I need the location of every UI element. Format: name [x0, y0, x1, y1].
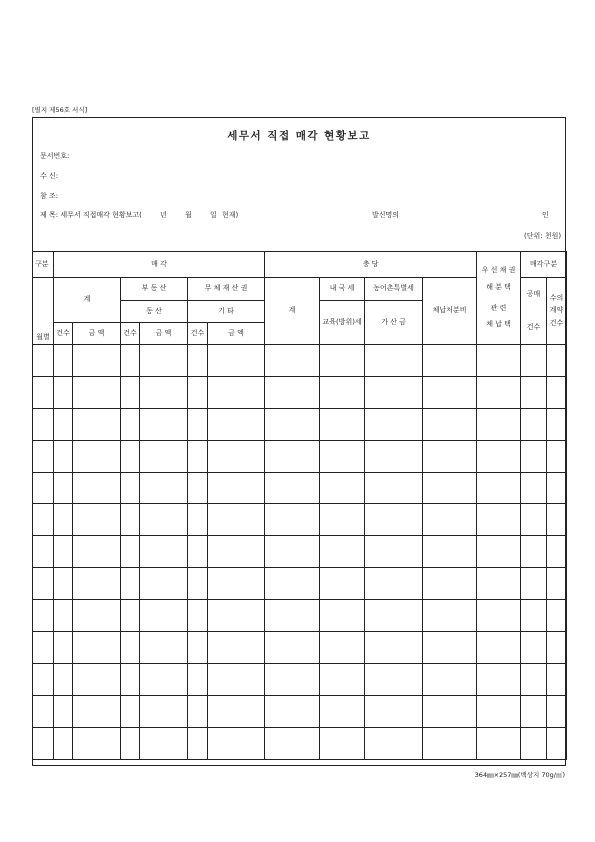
table-cell[interactable] — [265, 632, 320, 664]
table-cell[interactable] — [140, 727, 188, 759]
table-cell[interactable] — [121, 536, 140, 568]
table-cell[interactable] — [320, 345, 365, 377]
table-cell[interactable] — [54, 695, 73, 727]
doc-number-label: 문서번호: — [40, 152, 70, 160]
table-cell[interactable] — [365, 600, 423, 632]
table-cell[interactable] — [54, 440, 73, 472]
header-count: 건수 — [188, 323, 208, 345]
table-cell[interactable] — [547, 376, 567, 408]
table-cell[interactable] — [140, 504, 188, 536]
table-cell[interactable] — [265, 663, 320, 695]
subject-month: 월 — [185, 211, 192, 219]
table-cell[interactable] — [73, 408, 121, 440]
table-cell[interactable] — [521, 345, 547, 377]
table-cell[interactable] — [320, 440, 365, 472]
table-cell[interactable] — [365, 376, 423, 408]
table-cell[interactable] — [477, 632, 521, 664]
header-count: 건수 — [121, 323, 140, 345]
header-disposition-fee: 체납처분비 — [423, 278, 477, 345]
table-cell[interactable] — [54, 632, 73, 664]
header-national-tax: 내 국 세 — [320, 278, 365, 301]
table-cell[interactable] — [54, 472, 73, 504]
table-cell[interactable] — [73, 568, 121, 600]
table-cell[interactable] — [477, 663, 521, 695]
table-cell[interactable] — [521, 504, 547, 536]
table-cell[interactable] — [33, 727, 54, 759]
table-cell[interactable] — [73, 440, 121, 472]
header-sale-total: 계 — [54, 278, 121, 323]
header-intangible-property: 무 체 재 산 권 — [188, 278, 265, 301]
table-cell[interactable] — [54, 568, 73, 600]
table-row — [33, 504, 567, 536]
table-cell[interactable] — [365, 345, 423, 377]
table-cell[interactable] — [188, 376, 208, 408]
table-cell[interactable] — [547, 663, 567, 695]
table-cell[interactable] — [477, 345, 521, 377]
table-cell[interactable] — [365, 408, 423, 440]
table-cell[interactable] — [365, 536, 423, 568]
table-cell[interactable] — [521, 695, 547, 727]
table-cell[interactable] — [73, 504, 121, 536]
table-cell[interactable] — [121, 663, 140, 695]
table-cell[interactable] — [208, 632, 265, 664]
table-cell[interactable] — [140, 472, 188, 504]
table-cell[interactable] — [547, 632, 567, 664]
table-cell[interactable] — [423, 600, 477, 632]
table-cell[interactable] — [320, 600, 365, 632]
table-cell[interactable] — [265, 345, 320, 377]
table-row — [33, 695, 567, 727]
table-cell[interactable] — [423, 568, 477, 600]
table-cell[interactable] — [521, 536, 547, 568]
table-cell[interactable] — [423, 440, 477, 472]
table-cell[interactable] — [477, 600, 521, 632]
header-private-contract-count: 수의 계약 건수 — [547, 278, 567, 345]
table-row — [33, 600, 567, 632]
table-cell[interactable] — [188, 632, 208, 664]
table-row — [33, 632, 567, 664]
table-cell[interactable] — [265, 727, 320, 759]
table-cell[interactable] — [33, 663, 54, 695]
table-cell[interactable] — [140, 345, 188, 377]
table-cell[interactable] — [547, 504, 567, 536]
table-cell[interactable] — [547, 568, 567, 600]
table-cell[interactable] — [54, 345, 73, 377]
table-cell[interactable] — [320, 536, 365, 568]
form-title: 세무서 직접 매각 현황보고 — [227, 130, 371, 142]
table-cell[interactable] — [208, 663, 265, 695]
table-cell[interactable] — [73, 663, 121, 695]
table-cell[interactable] — [521, 632, 547, 664]
table-cell[interactable] — [73, 632, 121, 664]
table-cell[interactable] — [547, 600, 567, 632]
table-cell[interactable] — [54, 504, 73, 536]
header-rural-special-tax: 농어촌특별세 — [365, 278, 423, 301]
table-cell[interactable] — [54, 536, 73, 568]
table-cell[interactable] — [265, 600, 320, 632]
table-cell[interactable] — [33, 472, 54, 504]
paper-spec: 364㎜×257㎜(백상지 70g/㎡) — [474, 771, 565, 779]
table-cell[interactable] — [73, 695, 121, 727]
table-cell[interactable] — [365, 695, 423, 727]
table-cell[interactable] — [73, 376, 121, 408]
table-cell[interactable] — [188, 504, 208, 536]
table-cell[interactable] — [33, 568, 54, 600]
table-cell[interactable] — [140, 632, 188, 664]
table-cell[interactable] — [320, 472, 365, 504]
table-cell[interactable] — [188, 536, 208, 568]
table-cell[interactable] — [208, 440, 265, 472]
table-cell[interactable] — [320, 504, 365, 536]
table-cell[interactable] — [121, 600, 140, 632]
table-cell[interactable] — [208, 472, 265, 504]
table-cell[interactable] — [33, 632, 54, 664]
table-cell[interactable] — [73, 536, 121, 568]
table-cell[interactable] — [521, 440, 547, 472]
header-real-estate: 부 동 산 — [121, 278, 188, 301]
table-cell[interactable] — [208, 536, 265, 568]
table-cell[interactable] — [547, 472, 567, 504]
table-cell[interactable] — [73, 345, 121, 377]
table-cell[interactable] — [423, 472, 477, 504]
table-cell[interactable] — [320, 727, 365, 759]
subject-label: 제 목: 세무서 직접매각 현황보고( — [40, 211, 142, 219]
table-cell[interactable] — [121, 440, 140, 472]
table-cell[interactable] — [54, 727, 73, 759]
table-cell[interactable] — [33, 695, 54, 727]
table-cell[interactable] — [33, 536, 54, 568]
table-cell[interactable] — [423, 536, 477, 568]
table-cell[interactable] — [365, 504, 423, 536]
table-cell[interactable] — [188, 727, 208, 759]
table-cell[interactable] — [265, 472, 320, 504]
sender-label: 발신명의 — [372, 211, 400, 219]
table-body — [33, 345, 567, 760]
header-amount: 금 액 — [73, 323, 121, 345]
table-cell[interactable] — [423, 695, 477, 727]
table-cell[interactable] — [320, 663, 365, 695]
table-cell[interactable] — [73, 600, 121, 632]
table-cell[interactable] — [33, 408, 54, 440]
table-cell[interactable] — [521, 376, 547, 408]
table-cell[interactable] — [33, 600, 54, 632]
seal-mark: 인 — [542, 211, 549, 219]
table-row — [33, 440, 567, 472]
table-cell[interactable] — [188, 408, 208, 440]
subject-year: 년 — [160, 211, 167, 219]
table-cell[interactable] — [140, 440, 188, 472]
table-cell[interactable] — [521, 663, 547, 695]
table-cell[interactable] — [477, 568, 521, 600]
table-row — [33, 408, 567, 440]
table-cell[interactable] — [188, 695, 208, 727]
table-cell[interactable] — [33, 376, 54, 408]
table-cell[interactable] — [547, 695, 567, 727]
table-cell[interactable] — [477, 504, 521, 536]
table-cell[interactable] — [477, 440, 521, 472]
table-cell[interactable] — [521, 727, 547, 759]
table-cell[interactable] — [208, 504, 265, 536]
table-cell[interactable] — [54, 600, 73, 632]
table-cell[interactable] — [73, 727, 121, 759]
table-cell[interactable] — [365, 727, 423, 759]
table-cell[interactable] — [121, 472, 140, 504]
form-number: [별지 제56호 서식] — [32, 106, 88, 114]
table-cell[interactable] — [547, 440, 567, 472]
table-cell[interactable] — [423, 376, 477, 408]
header-division: 구분 — [33, 252, 54, 278]
table-cell[interactable] — [423, 408, 477, 440]
table-row — [33, 376, 567, 408]
table-cell[interactable] — [121, 408, 140, 440]
header-month: 월별 — [33, 278, 54, 345]
table-cell[interactable] — [521, 568, 547, 600]
table-cell[interactable] — [320, 695, 365, 727]
table-cell[interactable] — [265, 568, 320, 600]
table-cell[interactable] — [547, 408, 567, 440]
table-cell[interactable] — [365, 440, 423, 472]
table-cell[interactable] — [140, 568, 188, 600]
table-cell[interactable] — [423, 727, 477, 759]
table-cell[interactable] — [208, 695, 265, 727]
table-cell[interactable] — [140, 376, 188, 408]
table-cell[interactable] — [265, 695, 320, 727]
header-movable-property: 동 산 — [121, 301, 188, 323]
table-cell[interactable] — [365, 472, 423, 504]
table-cell[interactable] — [121, 727, 140, 759]
table-cell[interactable] — [547, 727, 567, 759]
reference-label: 참 조: — [40, 192, 59, 200]
table-cell[interactable] — [54, 663, 73, 695]
table-cell[interactable] — [265, 504, 320, 536]
table-cell[interactable] — [365, 568, 423, 600]
table-cell[interactable] — [208, 408, 265, 440]
table-cell[interactable] — [477, 472, 521, 504]
table-cell[interactable] — [188, 345, 208, 377]
recipient-label: 수 신: — [40, 172, 59, 180]
table-row — [33, 472, 567, 504]
table-cell[interactable] — [208, 345, 265, 377]
sales-report-table — [32, 251, 567, 760]
table-cell[interactable] — [477, 376, 521, 408]
table-cell[interactable] — [188, 472, 208, 504]
table-cell[interactable] — [121, 695, 140, 727]
table-cell[interactable] — [320, 408, 365, 440]
table-cell[interactable] — [265, 408, 320, 440]
table-cell[interactable] — [121, 568, 140, 600]
table-row — [33, 536, 567, 568]
table-cell[interactable] — [320, 376, 365, 408]
table-cell[interactable] — [33, 345, 54, 377]
table-cell[interactable] — [140, 408, 188, 440]
table-cell[interactable] — [208, 568, 265, 600]
header-additional-charge: 가 산 금 — [365, 301, 423, 345]
table-cell[interactable] — [477, 408, 521, 440]
header-amount: 금 액 — [140, 323, 188, 345]
table-row — [33, 727, 567, 759]
unit-label: (단위: 천원) — [524, 232, 562, 240]
table-cell[interactable] — [208, 600, 265, 632]
table-cell[interactable] — [423, 632, 477, 664]
header-amount: 금 액 — [208, 323, 265, 345]
table-cell[interactable] — [33, 440, 54, 472]
table-cell[interactable] — [365, 632, 423, 664]
table-cell[interactable] — [423, 504, 477, 536]
table-cell[interactable] — [521, 600, 547, 632]
table-cell[interactable] — [547, 345, 567, 377]
table-cell[interactable] — [188, 600, 208, 632]
table-row — [33, 345, 567, 377]
table-cell[interactable] — [423, 663, 477, 695]
table-cell[interactable] — [121, 376, 140, 408]
table-cell[interactable] — [140, 663, 188, 695]
table-cell[interactable] — [477, 536, 521, 568]
subject-suffix: 현재) — [222, 211, 239, 219]
table-cell[interactable] — [423, 345, 477, 377]
table-cell[interactable] — [54, 376, 73, 408]
table-cell[interactable] — [140, 600, 188, 632]
table-cell[interactable] — [477, 695, 521, 727]
header-allocation-total: 계 — [265, 278, 320, 345]
header-public-auction-count: 공매 건수 — [521, 278, 547, 345]
table-cell[interactable] — [121, 632, 140, 664]
table-cell[interactable] — [477, 727, 521, 759]
table-cell[interactable] — [320, 568, 365, 600]
subject-day: 일 — [210, 211, 217, 219]
table-row — [33, 568, 567, 600]
table-row — [33, 663, 567, 695]
header-sale: 매 각 — [54, 252, 265, 278]
table-cell[interactable] — [547, 536, 567, 568]
header-education-tax: 교육(방위)세 — [320, 301, 365, 345]
header-priority-claims: 우 선 채 권 해 분 택 관 련 체 납 택 — [477, 252, 521, 345]
header-count: 건수 — [54, 323, 73, 345]
table-cell[interactable] — [121, 345, 140, 377]
table-cell[interactable] — [54, 408, 73, 440]
table-cell[interactable] — [320, 632, 365, 664]
header-allocation: 충 당 — [265, 252, 477, 278]
table-cell[interactable] — [140, 695, 188, 727]
table-cell[interactable] — [33, 504, 54, 536]
table-cell[interactable] — [265, 440, 320, 472]
table-cell[interactable] — [208, 727, 265, 759]
table-cell[interactable] — [73, 472, 121, 504]
table-cell[interactable] — [265, 376, 320, 408]
table-cell[interactable] — [188, 568, 208, 600]
header-other: 기 타 — [188, 301, 265, 323]
table-cell[interactable] — [265, 536, 320, 568]
table-cell[interactable] — [365, 663, 423, 695]
header-sale-type: 매각구분 — [521, 252, 567, 278]
table-cell[interactable] — [208, 376, 265, 408]
table-cell[interactable] — [140, 536, 188, 568]
table-cell[interactable] — [521, 472, 547, 504]
table-cell[interactable] — [121, 504, 140, 536]
table-cell[interactable] — [188, 663, 208, 695]
table-cell[interactable] — [188, 440, 208, 472]
table-cell[interactable] — [521, 408, 547, 440]
